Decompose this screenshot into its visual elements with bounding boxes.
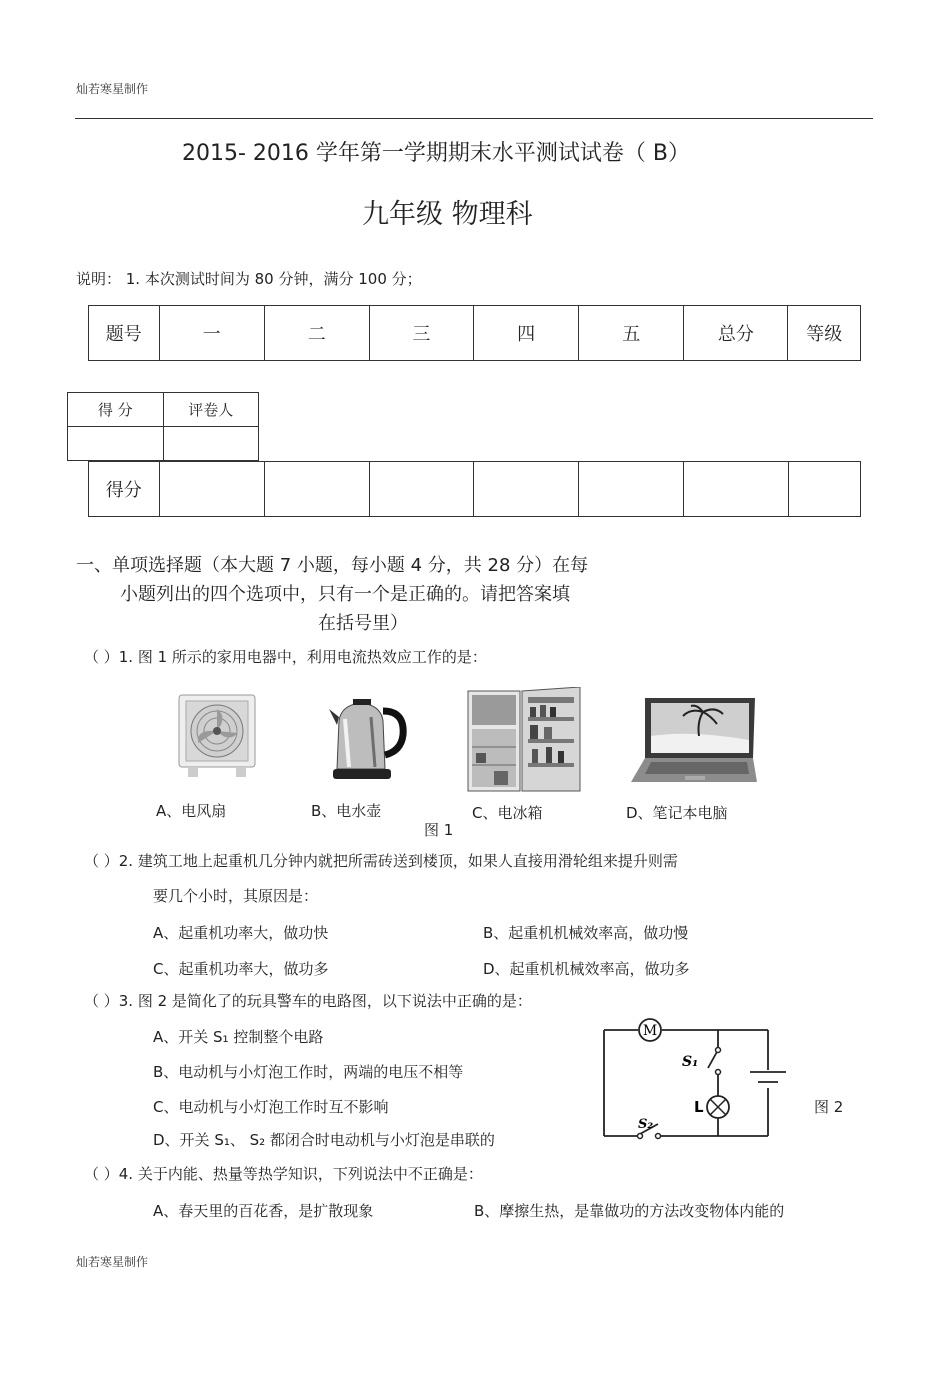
score-header-row <box>89 306 861 361</box>
q3-stem: （ ）3. 图 2 是简化了的玩具警车的电路图，以下说法中正确的是： <box>84 992 532 1010</box>
table-cell: 五 <box>579 306 684 361</box>
exam-note: 说明： 1. 本次测试时间为 80 分钟，满分 100 分； <box>76 270 422 288</box>
grader-score-label: 得 分 <box>68 393 164 427</box>
score-cell[interactable] <box>264 462 369 517</box>
footer-maker: 灿若寒星制作 <box>76 1255 149 1269</box>
q3-option-a: A、开关 S₁ 控制整个电路 <box>153 1028 324 1046</box>
score-cell[interactable] <box>579 462 684 517</box>
section1-heading-line1: 一、单项选择题（本大题 7 小题，每小题 4 分，共 28 分）在每 <box>76 555 589 576</box>
exam-title: 2015- 2016 学年第一学期期末水平测试试卷（ B） <box>182 141 690 166</box>
q1-option-a: A、电风扇 <box>156 802 227 820</box>
q2-stem-continued: 要几个小时，其原因是： <box>153 887 319 905</box>
q4-stem: （ ）4. 关于内能、热量等热学知识，下列说法中不正确是： <box>84 1165 483 1183</box>
table-cell: 等级 <box>788 306 861 361</box>
circuit-diagram <box>600 1014 790 1142</box>
q1-option-c: C、电冰箱 <box>472 804 543 822</box>
section1-heading-line2: 小题列出的四个选项中，只有一个是正确的。请把答案填 <box>120 584 570 605</box>
score-cell[interactable] <box>788 462 860 517</box>
score-entry-row <box>89 462 861 517</box>
electric-fan-image <box>176 693 258 779</box>
table-cell: 二 <box>264 306 369 361</box>
figure2-label: 图 2 <box>814 1098 844 1116</box>
q4-option-b: B、摩擦生热，是靠做功的方法改变物体内能的 <box>474 1202 785 1220</box>
table-cell: 四 <box>473 306 578 361</box>
score-cell[interactable] <box>159 462 264 517</box>
switch2-label: S₂ <box>638 1117 654 1132</box>
motor-label: M <box>642 1023 658 1039</box>
table-cell: 一 <box>159 306 264 361</box>
grader-score-cell[interactable] <box>68 427 164 461</box>
q1-option-d: D、笔记本电脑 <box>626 804 728 822</box>
q3-option-d: D、开关 S₁、 S₂ 都闭合时电动机与小灯泡是串联的 <box>153 1131 495 1149</box>
header-maker: 灿若寒星制作 <box>76 82 149 96</box>
table-cell: 题号 <box>89 306 160 361</box>
q2-option-b: B、起重机机械效率高，做功慢 <box>483 924 689 942</box>
q3-option-c: C、电动机与小灯泡工作时互不影响 <box>153 1098 389 1116</box>
q3-option-b: B、电动机与小灯泡工作时，两端的电压不相等 <box>153 1063 464 1081</box>
score-row-label: 得分 <box>89 462 160 517</box>
q2-option-c: C、起重机功率大，做功多 <box>153 960 329 978</box>
header-divider <box>75 118 873 119</box>
electric-kettle-image <box>327 695 409 785</box>
q1-stem: （ ）1. 图 1 所示的家用电器中，利用电流热效应工作的是： <box>84 648 487 666</box>
grader-box <box>67 392 259 461</box>
grader-name-cell[interactable] <box>163 427 259 461</box>
figure1-label: 图 1 <box>424 821 454 839</box>
table-cell: 总分 <box>684 306 788 361</box>
q2-option-a: A、起重机功率大，做功快 <box>153 924 329 942</box>
refrigerator-image <box>466 687 584 793</box>
table-cell: 三 <box>369 306 473 361</box>
laptop-image <box>631 694 757 786</box>
score-cell[interactable] <box>369 462 473 517</box>
score-summary-table <box>88 305 861 361</box>
q2-option-d: D、起重机机械效率高，做功多 <box>483 960 690 978</box>
q4-option-a: A、春天里的百花香，是扩散现象 <box>153 1202 374 1220</box>
section1-heading-line3: 在括号里） <box>318 613 408 634</box>
q1-option-b: B、电水壶 <box>311 802 382 820</box>
lamp-label: L <box>694 1098 704 1116</box>
score-entry-table <box>88 461 861 517</box>
exam-subtitle: 九年级 物理科 <box>362 199 533 230</box>
score-cell[interactable] <box>474 462 579 517</box>
switch1-label: S₁ <box>682 1054 699 1070</box>
score-cell[interactable] <box>684 462 788 517</box>
grader-name-label: 评卷人 <box>163 393 259 427</box>
q2-stem: （ ）2. 建筑工地上起重机几分钟内就把所需砖送到楼顶，如果人直接用滑轮组来提升则需 <box>84 852 678 870</box>
